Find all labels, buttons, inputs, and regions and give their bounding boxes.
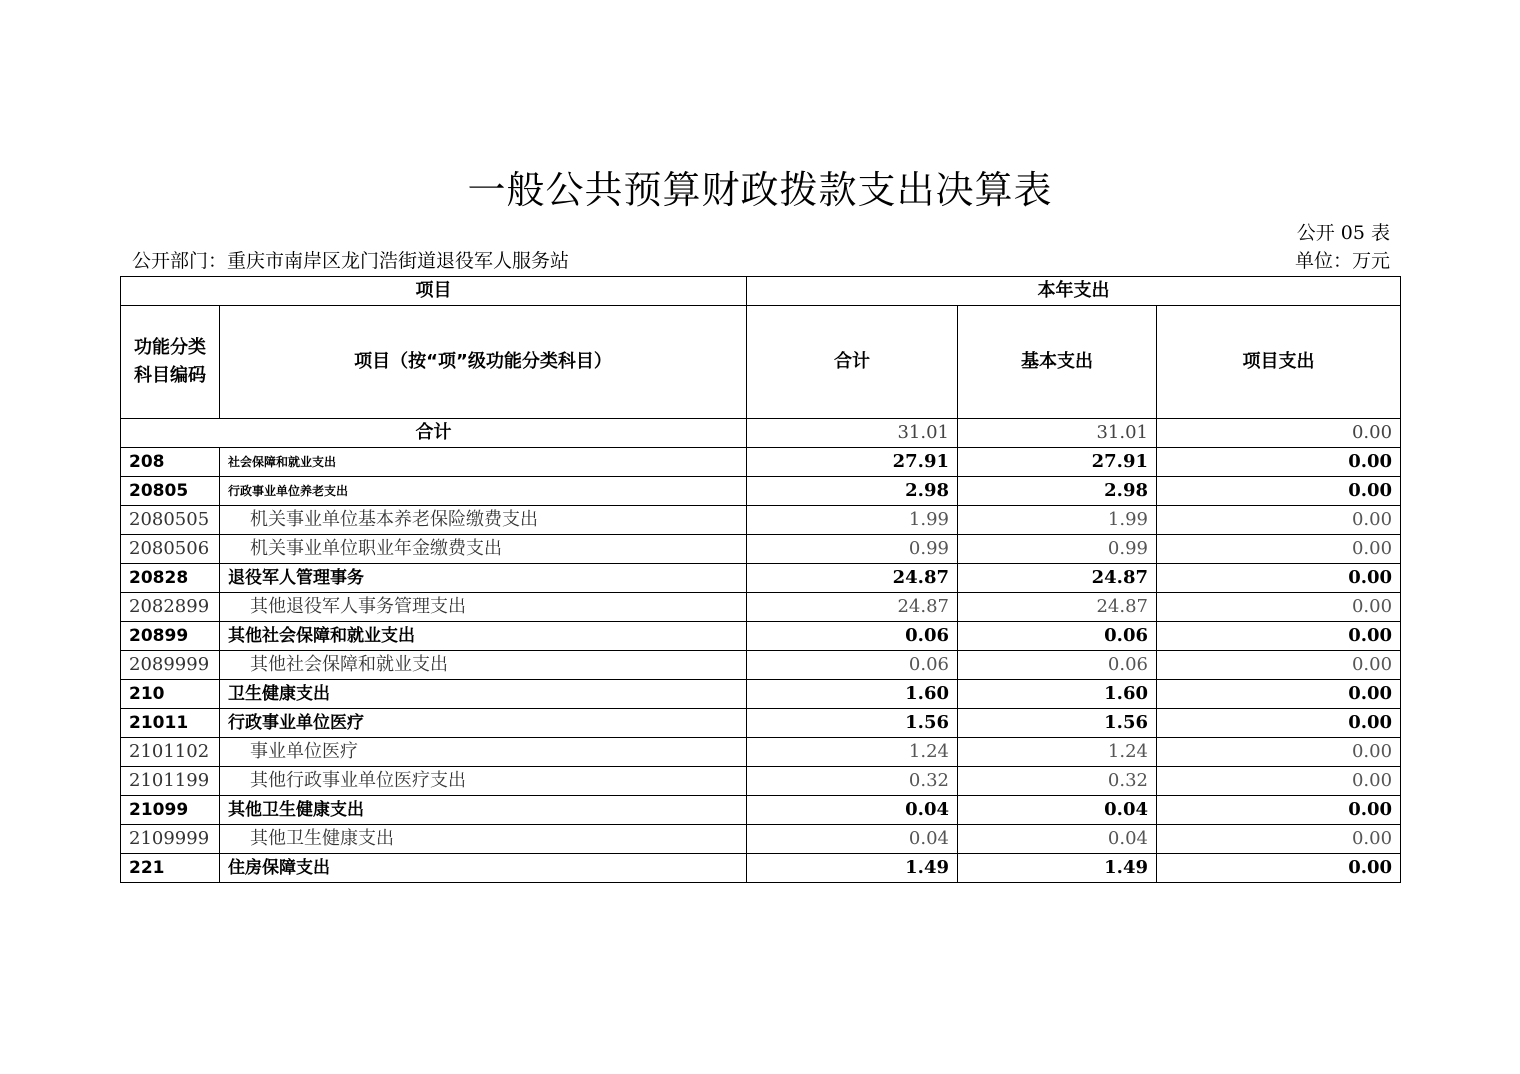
row-code: 20828: [121, 564, 220, 593]
row-code: 20805: [121, 477, 220, 506]
row-item: 0.00: [1157, 825, 1401, 854]
unit-label: 单位：万元: [1294, 250, 1390, 272]
row-code: 21099: [121, 796, 220, 825]
row-code: 2089999: [121, 651, 220, 680]
row-item: 0.00: [1157, 854, 1401, 883]
total-label: 合计: [121, 419, 747, 448]
row-basic: 1.49: [958, 854, 1157, 883]
total-total: 31.01: [747, 419, 958, 448]
row-total: 1.49: [747, 854, 958, 883]
row-name: 事业单位医疗: [220, 738, 747, 767]
row-total: 0.04: [747, 796, 958, 825]
table-row: [121, 738, 1401, 767]
row-item: 0.00: [1157, 477, 1401, 506]
row-name: 机关事业单位职业年金缴费支出: [220, 535, 747, 564]
budget-table: [120, 276, 1401, 883]
header-total: 合计: [747, 306, 958, 419]
row-code: 210: [121, 680, 220, 709]
header-code: 功能分类科目编码: [121, 306, 220, 419]
row-item: 0.00: [1157, 593, 1401, 622]
table-row: [121, 825, 1401, 854]
total-basic: 31.01: [958, 419, 1157, 448]
row-name: 其他卫生健康支出: [220, 796, 747, 825]
row-name: 卫生健康支出: [220, 680, 747, 709]
row-name: 行政事业单位养老支出: [220, 477, 747, 506]
row-code: 2080506: [121, 535, 220, 564]
row-item: 0.00: [1157, 651, 1401, 680]
row-total: 27.91: [747, 448, 958, 477]
row-item: 0.00: [1157, 564, 1401, 593]
row-code: 2082899: [121, 593, 220, 622]
row-item: 0.00: [1157, 796, 1401, 825]
row-name: 机关事业单位基本养老保险缴费支出: [220, 506, 747, 535]
row-total: 0.32: [747, 767, 958, 796]
table-row: [121, 448, 1401, 477]
table-row: [121, 709, 1401, 738]
row-name: 行政事业单位医疗: [220, 709, 747, 738]
row-basic: 0.04: [958, 825, 1157, 854]
row-code: 2101199: [121, 767, 220, 796]
row-total: 0.99: [747, 535, 958, 564]
row-name: 社会保障和就业支出: [220, 448, 747, 477]
department-label: 公开部门：重庆市南岸区龙门浩街道退役军人服务站: [132, 250, 570, 272]
row-name: 住房保障支出: [220, 854, 747, 883]
row-basic: 0.04: [958, 796, 1157, 825]
row-basic: 0.32: [958, 767, 1157, 796]
row-basic: 1.60: [958, 680, 1157, 709]
row-name: 其他退役军人事务管理支出: [220, 593, 747, 622]
row-name: 其他行政事业单位医疗支出: [220, 767, 747, 796]
row-item: 0.00: [1157, 767, 1401, 796]
row-code: 221: [121, 854, 220, 883]
row-total: 1.56: [747, 709, 958, 738]
row-item: 0.00: [1157, 709, 1401, 738]
header-project: 项目: [121, 277, 747, 306]
header-item: 项目支出: [1157, 306, 1401, 419]
row-total: 0.06: [747, 622, 958, 651]
total-item: 0.00: [1157, 419, 1401, 448]
table-row: [121, 593, 1401, 622]
table-row: [121, 796, 1401, 825]
row-total: 0.04: [747, 825, 958, 854]
table-row: [121, 651, 1401, 680]
row-code: 208: [121, 448, 220, 477]
row-name: 其他社会保障和就业支出: [220, 651, 747, 680]
row-basic: 24.87: [958, 564, 1157, 593]
header-row-1: [121, 277, 1401, 306]
row-item: 0.00: [1157, 738, 1401, 767]
header-current-year: 本年支出: [747, 277, 1401, 306]
row-total: 0.06: [747, 651, 958, 680]
row-item: 0.00: [1157, 448, 1401, 477]
row-name: 其他卫生健康支出: [220, 825, 747, 854]
table-row: [121, 535, 1401, 564]
row-total: 24.87: [747, 564, 958, 593]
row-basic: 2.98: [958, 477, 1157, 506]
row-basic: 0.99: [958, 535, 1157, 564]
table-row: [121, 622, 1401, 651]
form-number: 公开 05 表: [1296, 222, 1390, 244]
header-name: 项目（按“项”级功能分类科目）: [220, 306, 747, 419]
table-row: [121, 767, 1401, 796]
row-basic: 24.87: [958, 593, 1157, 622]
page-title: 一般公共预算财政拨款支出决算表: [467, 168, 1053, 212]
row-basic: 1.56: [958, 709, 1157, 738]
row-total: 1.99: [747, 506, 958, 535]
row-name: 退役军人管理事务: [220, 564, 747, 593]
row-name: 其他社会保障和就业支出: [220, 622, 747, 651]
row-total: 1.60: [747, 680, 958, 709]
row-total: 24.87: [747, 593, 958, 622]
row-item: 0.00: [1157, 622, 1401, 651]
row-code: 2080505: [121, 506, 220, 535]
header-row-2: [121, 306, 1401, 419]
row-item: 0.00: [1157, 506, 1401, 535]
table-row: [121, 854, 1401, 883]
row-total: 2.98: [747, 477, 958, 506]
table-row: [121, 564, 1401, 593]
table-row: [121, 680, 1401, 709]
row-basic: 0.06: [958, 651, 1157, 680]
row-item: 0.00: [1157, 680, 1401, 709]
header-basic: 基本支出: [958, 306, 1157, 419]
row-item: 0.00: [1157, 535, 1401, 564]
row-basic: 1.24: [958, 738, 1157, 767]
row-basic: 27.91: [958, 448, 1157, 477]
row-code: 21011: [121, 709, 220, 738]
row-basic: 0.06: [958, 622, 1157, 651]
table-row: [121, 477, 1401, 506]
row-code: 2101102: [121, 738, 220, 767]
row-code: 20899: [121, 622, 220, 651]
row-total: 1.24: [747, 738, 958, 767]
row-basic: 1.99: [958, 506, 1157, 535]
row-code: 2109999: [121, 825, 220, 854]
table-row: [121, 506, 1401, 535]
total-row: [121, 419, 1401, 448]
